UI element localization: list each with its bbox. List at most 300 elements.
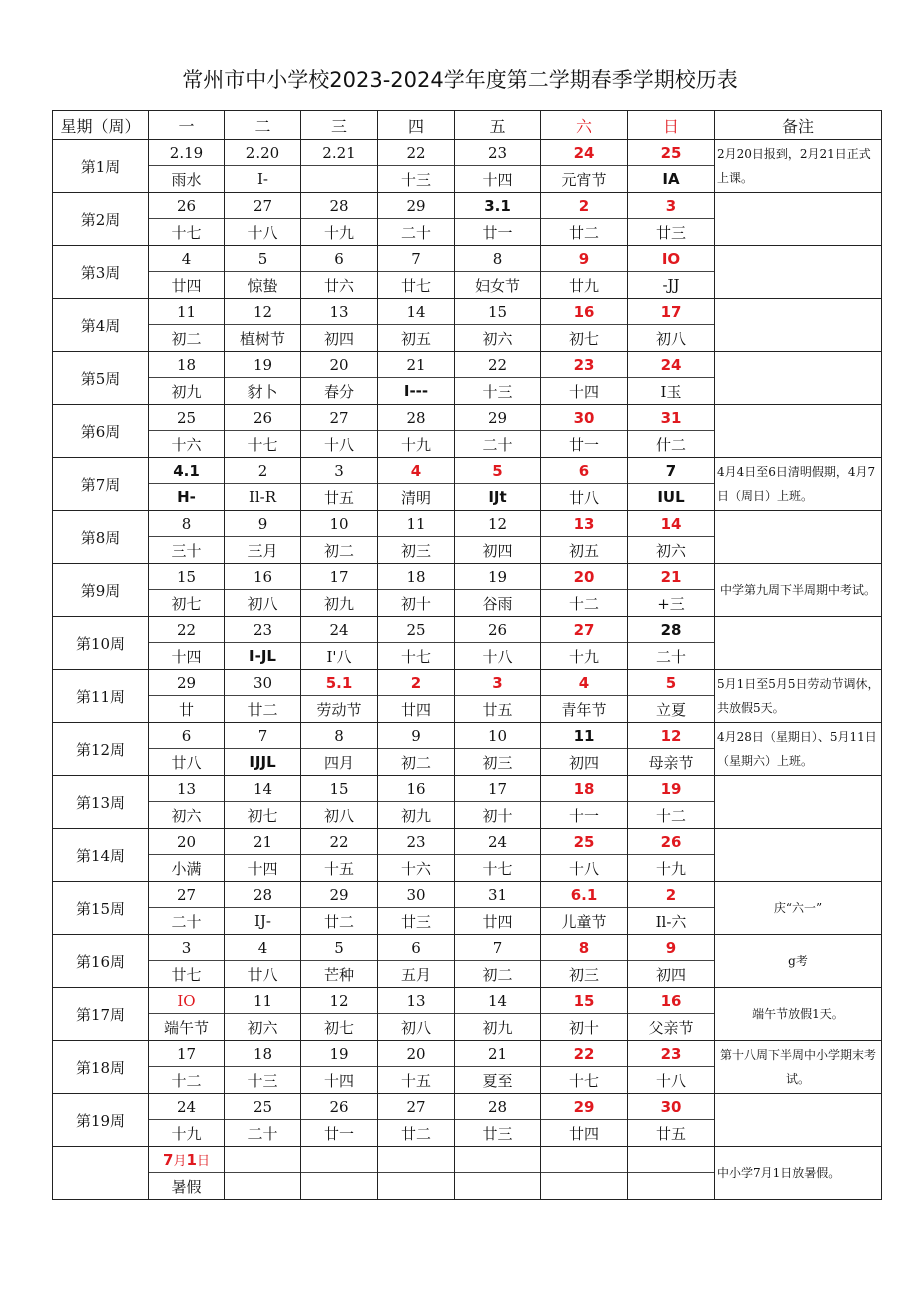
lunar-thu: 十七	[378, 643, 455, 670]
week-label: 第8周	[53, 511, 149, 564]
lunar-tue: IJJL	[225, 749, 301, 776]
date-mon: 17	[149, 1041, 225, 1067]
lunar-sat: 十二	[541, 590, 628, 617]
week-label: 第15周	[53, 882, 149, 935]
date-thu: 13	[378, 988, 455, 1014]
date-sat: 20	[541, 564, 628, 590]
date-sun: 14	[628, 511, 715, 537]
date-fri: 23	[455, 140, 541, 166]
date-sat: 13	[541, 511, 628, 537]
date-tue: 18	[225, 1041, 301, 1067]
lunar-fri: 十三	[455, 378, 541, 405]
week-note	[715, 617, 882, 670]
date-tue: 27	[225, 193, 301, 219]
week-label: 第11周	[53, 670, 149, 723]
week-row	[53, 458, 882, 484]
lunar-sun: 初八	[628, 325, 715, 352]
lunar-wed: 十八	[301, 431, 378, 458]
lunar-wed: 初七	[301, 1014, 378, 1041]
lunar-tue: 二十	[225, 1120, 301, 1147]
date-wed: 24	[301, 617, 378, 643]
lunar-wed: 十九	[301, 219, 378, 246]
lunar-mon: 二十	[149, 908, 225, 935]
lunar-fri: 初三	[455, 749, 541, 776]
date-wed: 27	[301, 405, 378, 431]
date-thu: 2	[378, 670, 455, 696]
date-wed: 12	[301, 988, 378, 1014]
lunar-sun: 母亲节	[628, 749, 715, 776]
date-sat: 25	[541, 829, 628, 855]
week-label: 第7周	[53, 458, 149, 511]
lunar-mon: 端午节	[149, 1014, 225, 1041]
week-note	[715, 1094, 882, 1147]
date-mon: 29	[149, 670, 225, 696]
lunar-sun: 立夏	[628, 696, 715, 723]
date-tue: 2	[225, 458, 301, 484]
week-note: 4月28日（星期日）、5月11日（星期六）上班。	[715, 723, 882, 776]
lunar-tue: 十四	[225, 855, 301, 882]
date-mon: 4	[149, 246, 225, 272]
lunar-sat: 十四	[541, 378, 628, 405]
week-label: 第12周	[53, 723, 149, 776]
week-note: 5月1日至5月5日劳动节调休，共放假5天。	[715, 670, 882, 723]
lunar-sun: 二十	[628, 643, 715, 670]
week-note	[715, 776, 882, 829]
week-column-header: 星期（周）	[53, 111, 149, 140]
lunar-sun: Il-六	[628, 908, 715, 935]
date-sun: 16	[628, 988, 715, 1014]
lunar-wed: 劳动节	[301, 696, 378, 723]
week-note: g考	[715, 935, 882, 988]
empty-cell	[455, 1173, 541, 1200]
date-thu: 11	[378, 511, 455, 537]
lunar-wed: 初八	[301, 802, 378, 829]
lunar-tue: 十七	[225, 431, 301, 458]
lunar-fri: 初十	[455, 802, 541, 829]
lunar-wed: 十五	[301, 855, 378, 882]
lunar-sat: 初三	[541, 961, 628, 988]
date-sat: 30	[541, 405, 628, 431]
lunar-sat: 初十	[541, 1014, 628, 1041]
lunar-thu: 初八	[378, 1014, 455, 1041]
week-label: 第19周	[53, 1094, 149, 1147]
lunar-tue: I-JL	[225, 643, 301, 670]
week-row	[53, 564, 882, 590]
empty-cell	[225, 1147, 301, 1173]
week-row	[53, 193, 882, 219]
lunar-tue: 廿二	[225, 696, 301, 723]
lunar-fri: 初九	[455, 1014, 541, 1041]
lunar-wed: 初九	[301, 590, 378, 617]
lunar-sun: IA	[628, 166, 715, 193]
week-note: 庆“六一”	[715, 882, 882, 935]
week-note: 端午节放假1天。	[715, 988, 882, 1041]
lunar-sat: 初五	[541, 537, 628, 564]
date-tue: 5	[225, 246, 301, 272]
date-sat: 29	[541, 1094, 628, 1120]
date-wed: 2.21	[301, 140, 378, 166]
date-fri: 3.1	[455, 193, 541, 219]
date-sat: 2	[541, 193, 628, 219]
date-wed: 29	[301, 882, 378, 908]
date-wed: 5	[301, 935, 378, 961]
lunar-tue: 惊蛰	[225, 272, 301, 299]
lunar-sat: 廿一	[541, 431, 628, 458]
day-header-tue: 二	[225, 111, 301, 140]
date-wed: 17	[301, 564, 378, 590]
lunar-mon: 小满	[149, 855, 225, 882]
lunar-tue: 十三	[225, 1067, 301, 1094]
empty-cell	[301, 1173, 378, 1200]
lunar-sun: -JJ	[628, 272, 715, 299]
lunar-sat: 青年节	[541, 696, 628, 723]
lunar-wed: 廿五	[301, 484, 378, 511]
lunar-sat: 初四	[541, 749, 628, 776]
empty-cell	[225, 1173, 301, 1200]
empty-cell	[628, 1173, 715, 1200]
page-title: 常州市中小学校2023-2024学年度第二学期春季学期校历表	[182, 68, 738, 92]
lunar-thu: 十九	[378, 431, 455, 458]
lunar-fri: 廿四	[455, 908, 541, 935]
empty-cell	[378, 1173, 455, 1200]
summer-break-date-part: 日	[196, 1154, 210, 1169]
date-mon: 3	[149, 935, 225, 961]
week-label: 第4周	[53, 299, 149, 352]
lunar-sun: 十二	[628, 802, 715, 829]
lunar-mon: 初九	[149, 378, 225, 405]
lunar-thu: I---	[378, 378, 455, 405]
lunar-thu: 清明	[378, 484, 455, 511]
lunar-mon: 廿七	[149, 961, 225, 988]
lunar-fri: 廿三	[455, 1120, 541, 1147]
week-row	[53, 405, 882, 431]
lunar-wed: 廿六	[301, 272, 378, 299]
date-sun: 31	[628, 405, 715, 431]
date-sun: 19	[628, 776, 715, 802]
week-note	[715, 511, 882, 564]
lunar-wed: 芒种	[301, 961, 378, 988]
week-row	[53, 829, 882, 855]
lunar-thu: 十三	[378, 166, 455, 193]
date-wed: 22	[301, 829, 378, 855]
lunar-mon: 雨水	[149, 166, 225, 193]
lunar-sat: 廿八	[541, 484, 628, 511]
empty-cell	[378, 1147, 455, 1173]
date-thu: 27	[378, 1094, 455, 1120]
lunar-sat: 十一	[541, 802, 628, 829]
day-header-sat: 六	[541, 111, 628, 140]
lunar-fri: 初六	[455, 325, 541, 352]
week-row	[53, 511, 882, 537]
lunar-sat: 十八	[541, 855, 628, 882]
date-wed: 20	[301, 352, 378, 378]
lunar-sun: 初六	[628, 537, 715, 564]
date-thu: 6	[378, 935, 455, 961]
week-row	[53, 246, 882, 272]
empty-cell	[455, 1147, 541, 1173]
date-sun: 3	[628, 193, 715, 219]
week-label: 第2周	[53, 193, 149, 246]
lunar-mon: 初六	[149, 802, 225, 829]
lunar-wed: 初二	[301, 537, 378, 564]
lunar-mon: 十六	[149, 431, 225, 458]
date-fri: 21	[455, 1041, 541, 1067]
week-label: 第14周	[53, 829, 149, 882]
lunar-mon: 十二	[149, 1067, 225, 1094]
lunar-fri: 初四	[455, 537, 541, 564]
week-label: 第1周	[53, 140, 149, 193]
date-tue: 12	[225, 299, 301, 325]
date-tue: 30	[225, 670, 301, 696]
week-row	[53, 723, 882, 749]
week-note: 4月4日至6日清明假期，4月7日（周日）上班。	[715, 458, 882, 511]
date-fri: 3	[455, 670, 541, 696]
week-note: 中学第九周下半周期中考试。	[715, 564, 882, 617]
date-sat: 16	[541, 299, 628, 325]
lunar-sun: IUL	[628, 484, 715, 511]
lunar-thu: 廿三	[378, 908, 455, 935]
lunar-mon: 十九	[149, 1120, 225, 1147]
lunar-sat: 初七	[541, 325, 628, 352]
week-note: 第十八周下半周中小学期末考试。	[715, 1041, 882, 1094]
week-row	[53, 617, 882, 643]
week-row	[53, 1094, 882, 1120]
date-mon: 13	[149, 776, 225, 802]
date-thu: 29	[378, 193, 455, 219]
lunar-tue: 初六	[225, 1014, 301, 1041]
date-sat: 15	[541, 988, 628, 1014]
lunar-fri: 谷雨	[455, 590, 541, 617]
lunar-tue: 豺卜	[225, 378, 301, 405]
lunar-thu: 十六	[378, 855, 455, 882]
lunar-mon: 三十	[149, 537, 225, 564]
lunar-sat: 廿二	[541, 219, 628, 246]
date-wed: 13	[301, 299, 378, 325]
week-label: 第18周	[53, 1041, 149, 1094]
date-wed: 3	[301, 458, 378, 484]
date-sat: 24	[541, 140, 628, 166]
summer-break-label: 暑假	[149, 1173, 225, 1200]
date-tue: 16	[225, 564, 301, 590]
date-thu: 28	[378, 405, 455, 431]
date-mon: 2.19	[149, 140, 225, 166]
summer-break-date-part: 7	[163, 1151, 174, 1169]
date-mon: 6	[149, 723, 225, 749]
date-mon: 25	[149, 405, 225, 431]
date-sat: 23	[541, 352, 628, 378]
date-thu: 20	[378, 1041, 455, 1067]
lunar-thu: 二十	[378, 219, 455, 246]
date-mon: 22	[149, 617, 225, 643]
week-note	[715, 352, 882, 405]
date-fri: 7	[455, 935, 541, 961]
date-tue: 28	[225, 882, 301, 908]
lunar-wed: I'八	[301, 643, 378, 670]
lunar-mon: 廿	[149, 696, 225, 723]
week-label: 第17周	[53, 988, 149, 1041]
week-row	[53, 140, 882, 166]
lunar-thu: 廿四	[378, 696, 455, 723]
date-tue: 11	[225, 988, 301, 1014]
summer-break-date	[149, 1147, 225, 1173]
lunar-sat: 廿九	[541, 272, 628, 299]
lunar-fri: 二十	[455, 431, 541, 458]
lunar-fri: 廿一	[455, 219, 541, 246]
lunar-wed: 初四	[301, 325, 378, 352]
date-tue: 19	[225, 352, 301, 378]
lunar-fri: 夏至	[455, 1067, 541, 1094]
lunar-thu: 初三	[378, 537, 455, 564]
date-sun: 30	[628, 1094, 715, 1120]
date-sun: 21	[628, 564, 715, 590]
lunar-fri: 十七	[455, 855, 541, 882]
lunar-wed: 四月	[301, 749, 378, 776]
lunar-wed: 十四	[301, 1067, 378, 1094]
date-wed: 19	[301, 1041, 378, 1067]
week-note: 2月20日报到，2月21日正式上课。	[715, 140, 882, 193]
date-tue: 2.20	[225, 140, 301, 166]
lunar-thu: 廿二	[378, 1120, 455, 1147]
date-tue: 9	[225, 511, 301, 537]
date-mon: IO	[149, 988, 225, 1014]
date-sun: 9	[628, 935, 715, 961]
lunar-sat: 十七	[541, 1067, 628, 1094]
date-tue: 21	[225, 829, 301, 855]
lunar-sun: 初四	[628, 961, 715, 988]
date-tue: 25	[225, 1094, 301, 1120]
lunar-fri: 廿五	[455, 696, 541, 723]
date-mon: 4.1	[149, 458, 225, 484]
date-thu: 23	[378, 829, 455, 855]
week-label: 第13周	[53, 776, 149, 829]
lunar-thu: 十五	[378, 1067, 455, 1094]
lunar-thu: 初十	[378, 590, 455, 617]
lunar-mon: 初七	[149, 590, 225, 617]
lunar-tue: 三月	[225, 537, 301, 564]
lunar-thu: 五月	[378, 961, 455, 988]
summer-break-row	[53, 1147, 882, 1173]
school-calendar-table	[52, 110, 882, 1200]
date-mon: 27	[149, 882, 225, 908]
date-fri: 12	[455, 511, 541, 537]
date-mon: 26	[149, 193, 225, 219]
week-row	[53, 988, 882, 1014]
lunar-tue: 植树节	[225, 325, 301, 352]
lunar-mon: 十七	[149, 219, 225, 246]
date-fri: 14	[455, 988, 541, 1014]
lunar-sat: 廿四	[541, 1120, 628, 1147]
lunar-sun: 父亲节	[628, 1014, 715, 1041]
date-thu: 14	[378, 299, 455, 325]
date-sun: 23	[628, 1041, 715, 1067]
lunar-tue: Il-R	[225, 484, 301, 511]
date-sun: 7	[628, 458, 715, 484]
date-sat: 4	[541, 670, 628, 696]
lunar-wed: 廿二	[301, 908, 378, 935]
date-sun: 26	[628, 829, 715, 855]
lunar-thu: 廿七	[378, 272, 455, 299]
lunar-sun: 十九	[628, 855, 715, 882]
date-thu: 30	[378, 882, 455, 908]
lunar-fri: IJt	[455, 484, 541, 511]
lunar-sun: I玉	[628, 378, 715, 405]
date-thu: 7	[378, 246, 455, 272]
lunar-tue: I-	[225, 166, 301, 193]
date-sat: 27	[541, 617, 628, 643]
lunar-sun: 廿五	[628, 1120, 715, 1147]
lunar-sat: 十九	[541, 643, 628, 670]
date-wed: 6	[301, 246, 378, 272]
week-note	[715, 193, 882, 246]
week-note: 中小学7月1日放暑假。	[715, 1147, 882, 1200]
date-fri: 19	[455, 564, 541, 590]
date-sun: 24	[628, 352, 715, 378]
week-row	[53, 670, 882, 696]
date-sun: 28	[628, 617, 715, 643]
date-sat: 6	[541, 458, 628, 484]
week-row	[53, 935, 882, 961]
lunar-mon: 十四	[149, 643, 225, 670]
date-mon: 11	[149, 299, 225, 325]
date-wed: 5.1	[301, 670, 378, 696]
lunar-mon: H-	[149, 484, 225, 511]
lunar-sun: 廿三	[628, 219, 715, 246]
date-fri: 31	[455, 882, 541, 908]
lunar-sun: 十八	[628, 1067, 715, 1094]
date-thu: 18	[378, 564, 455, 590]
date-mon: 24	[149, 1094, 225, 1120]
lunar-fri: 妇女节	[455, 272, 541, 299]
date-tue: 14	[225, 776, 301, 802]
week-note	[715, 246, 882, 299]
date-wed: 10	[301, 511, 378, 537]
lunar-tue: IJ-	[225, 908, 301, 935]
date-wed: 8	[301, 723, 378, 749]
date-thu: 22	[378, 140, 455, 166]
lunar-tue: 初七	[225, 802, 301, 829]
week-label: 第10周	[53, 617, 149, 670]
date-fri: 10	[455, 723, 541, 749]
lunar-wed	[301, 166, 378, 193]
date-fri: 17	[455, 776, 541, 802]
date-tue: 26	[225, 405, 301, 431]
empty-cell	[541, 1147, 628, 1173]
date-fri: 28	[455, 1094, 541, 1120]
date-sat: 18	[541, 776, 628, 802]
lunar-sun: +三	[628, 590, 715, 617]
date-mon: 20	[149, 829, 225, 855]
lunar-fri: 十八	[455, 643, 541, 670]
date-fri: 24	[455, 829, 541, 855]
lunar-sat: 儿童节	[541, 908, 628, 935]
date-tue: 7	[225, 723, 301, 749]
date-thu: 16	[378, 776, 455, 802]
date-mon: 15	[149, 564, 225, 590]
date-fri: 29	[455, 405, 541, 431]
date-sat: 6.1	[541, 882, 628, 908]
lunar-thu: 初二	[378, 749, 455, 776]
lunar-fri: 十四	[455, 166, 541, 193]
week-label: 第3周	[53, 246, 149, 299]
date-thu: 25	[378, 617, 455, 643]
day-header-fri: 五	[455, 111, 541, 140]
lunar-mon: 廿四	[149, 272, 225, 299]
date-sat: 22	[541, 1041, 628, 1067]
lunar-fri: 初二	[455, 961, 541, 988]
week-label: 第6周	[53, 405, 149, 458]
date-fri: 22	[455, 352, 541, 378]
empty-cell	[628, 1147, 715, 1173]
